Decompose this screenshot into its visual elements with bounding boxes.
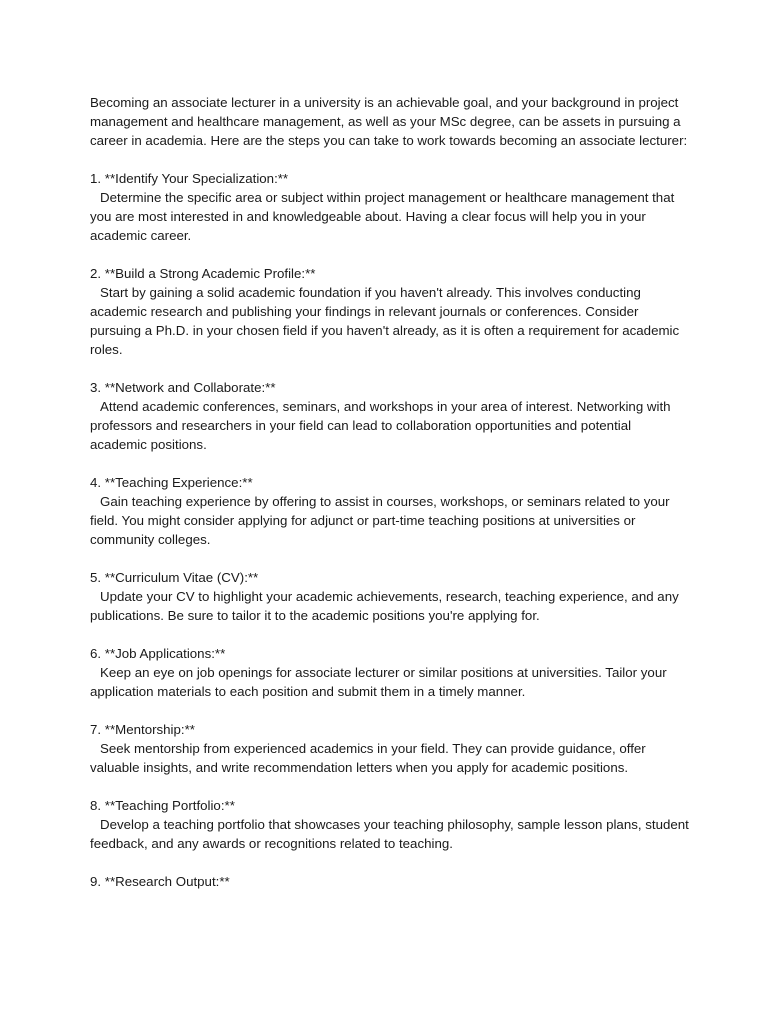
step-body: Attend academic conferences, seminars, and workshops in your area of interest. Networking with professors and researchers in your field can lead to collaboration opportunities and potential academic positions. bbox=[90, 399, 671, 452]
step-body: Determine the specific area or subject within project management or healthcare management that you are most interested in and knowledgeable about. Having a clear focus will help you in your academic career. bbox=[90, 190, 675, 243]
step-item bbox=[90, 568, 690, 625]
step-body: Gain teaching experience by offering to assist in courses, workshops, or seminars related to your field. You might consider applying for adjunct or part-time teaching positions at universities or community colleges. bbox=[90, 494, 670, 547]
step-heading: 2. **Build a Strong Academic Profile:** bbox=[90, 266, 316, 281]
step-heading: 8. **Teaching Portfolio:** bbox=[90, 798, 235, 813]
step-heading: 3. **Network and Collaborate:** bbox=[90, 380, 276, 395]
step-item bbox=[90, 473, 690, 549]
step-body: Start by gaining a solid academic foundation if you haven't already. This involves conducting academic research and publishing your findings in relevant journals or conferences. Consider pursuing a Ph.D. in your chosen field if you haven't already, as it is often a requirement for academic roles. bbox=[90, 285, 680, 357]
step-heading: 6. **Job Applications:** bbox=[90, 646, 226, 661]
step-heading: 5. **Curriculum Vitae (CV):** bbox=[90, 570, 259, 585]
step-item bbox=[90, 264, 690, 359]
step-item bbox=[90, 378, 690, 454]
intro-paragraph: Becoming an associate lecturer in a university is an achievable goal, and your background in project management and healthcare management, as well as your MSc degree, can be assets in pursuing a career in academia. Here are the steps you can take to work towards becoming an associate lecturer: bbox=[90, 95, 688, 148]
step-body: Keep an eye on job openings for associate lecturer or similar positions at universities. Tailor your application materials to each position and submit them in a timely manner. bbox=[90, 665, 667, 699]
step-body: Develop a teaching portfolio that showcases your teaching philosophy, sample lesson plans, student feedback, and any awards or recognitions related to teaching. bbox=[90, 817, 689, 851]
step-heading: 9. **Research Output:** bbox=[90, 874, 230, 889]
step-heading: 1. **Identify Your Specialization:** bbox=[90, 171, 289, 186]
step-body: Seek mentorship from experienced academics in your field. They can provide guidance, offer valuable insights, and write recommendation letters when you apply for academic positions. bbox=[90, 741, 646, 775]
document-content bbox=[90, 93, 690, 910]
step-heading: 4. **Teaching Experience:** bbox=[90, 475, 253, 490]
step-heading: 7. **Mentorship:** bbox=[90, 722, 195, 737]
step-item bbox=[90, 720, 690, 777]
step-item bbox=[90, 796, 690, 853]
step-item bbox=[90, 644, 690, 701]
step-item bbox=[90, 169, 690, 245]
step-body: Update your CV to highlight your academic achievements, research, teaching experience, and any publications. Be sure to tailor it to the academic positions you're applying for. bbox=[90, 589, 679, 623]
step-item bbox=[90, 872, 690, 891]
